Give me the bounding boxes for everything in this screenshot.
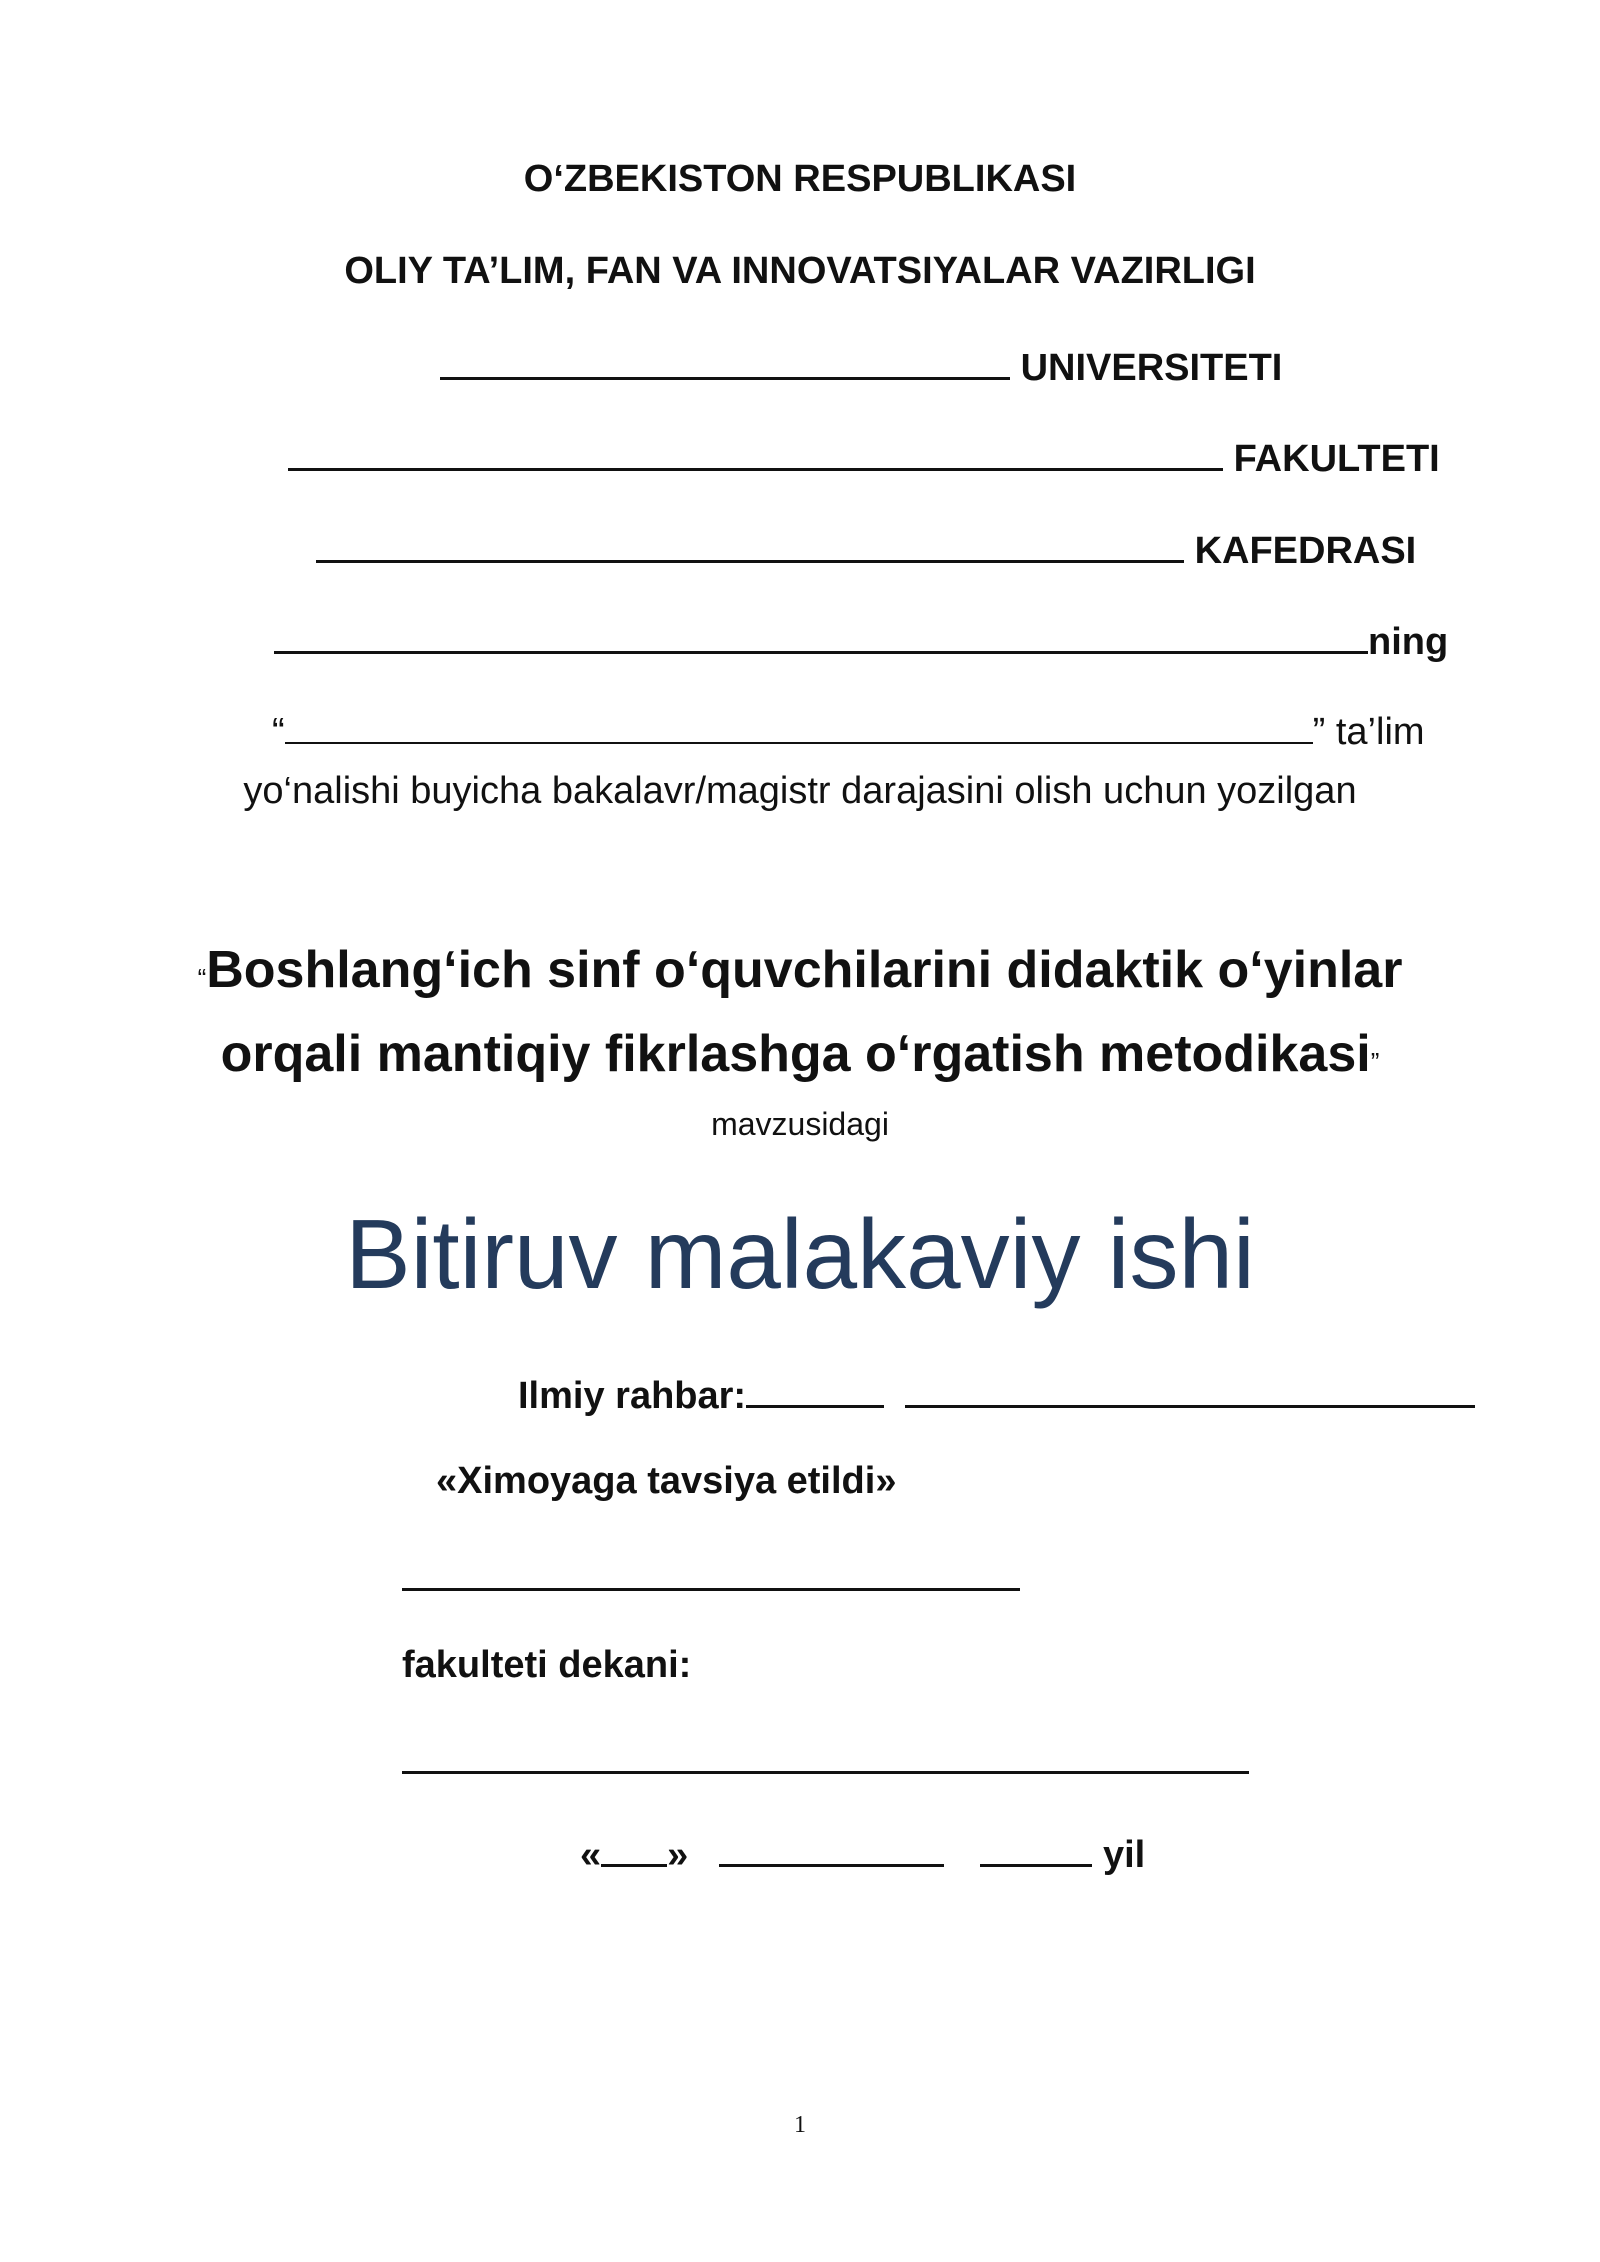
department-line (316, 524, 1416, 573)
page-number: 1 (794, 2112, 806, 2138)
direction-line (272, 706, 1425, 754)
topic-close-quote: ” (1370, 1047, 1380, 1077)
direction-open-quote: “ (272, 711, 285, 754)
university-blank (440, 341, 1010, 380)
work-title: Bitiruv malakaviy ishi (345, 1199, 1255, 1309)
supervisor-blank-short (746, 1369, 884, 1408)
direction-blank (285, 706, 1313, 744)
date-day-blank (601, 1828, 667, 1867)
supervisor-blank-long (905, 1369, 1475, 1408)
date-year-suffix: yil (1102, 1834, 1146, 1877)
topic-text-2: orqali mantiqiy fikrlashga o‘rgatish metodikasi (220, 1025, 1371, 1083)
direction-description: yo‘nalishi buyicha bakalavr/magistr darajasini olish uchun yozilgan (243, 770, 1357, 812)
ning-line (274, 615, 1448, 664)
date-open: « (580, 1834, 602, 1877)
dean-signature-blank (402, 1735, 1249, 1774)
ministry-heading: OLIY TA’LIM, FAN VA INNOVATSIYALAR VAZIRLIGI (344, 250, 1256, 292)
recommendation-label: «Ximoyaga tavsiya etildi» (436, 1460, 897, 1502)
topic-line-1 (0, 940, 1600, 1000)
university-line (440, 341, 1282, 390)
date-year-blank (980, 1828, 1092, 1867)
date-close: » (667, 1834, 689, 1877)
topic-open-quote: “ (197, 963, 207, 993)
recommendation-signature-blank (402, 1552, 1020, 1591)
republic-heading: O‘ZBEKISTON RESPUBLIKASI (523, 158, 1077, 200)
dean-signature-line (402, 1735, 1249, 1784)
university-suffix: UNIVERSITETI (1020, 347, 1283, 390)
topic-text-1: Boshlang‘ich sinf o‘quvchilarini didaktik o‘yinlar (206, 941, 1403, 999)
dean-label: fakulteti dekani: (402, 1644, 692, 1686)
faculty-blank (288, 432, 1223, 471)
department-suffix: KAFEDRASI (1194, 530, 1417, 573)
ning-suffix: ning (1368, 621, 1449, 664)
faculty-line (288, 432, 1440, 481)
date-line (580, 1828, 1145, 1877)
faculty-suffix: FAKULTETI (1233, 438, 1440, 481)
direction-close-text: ” ta’lim (1312, 711, 1425, 754)
department-blank (316, 524, 1184, 563)
supervisor-label: Ilmiy rahbar: (518, 1375, 747, 1418)
date-month-blank (719, 1828, 944, 1867)
topic-line-2 (0, 1024, 1600, 1084)
recommendation-signature-line (402, 1552, 1020, 1601)
ning-blank (274, 615, 1368, 654)
supervisor-line (518, 1369, 1475, 1418)
topic-caption: mavzusidagi (711, 1106, 889, 1142)
